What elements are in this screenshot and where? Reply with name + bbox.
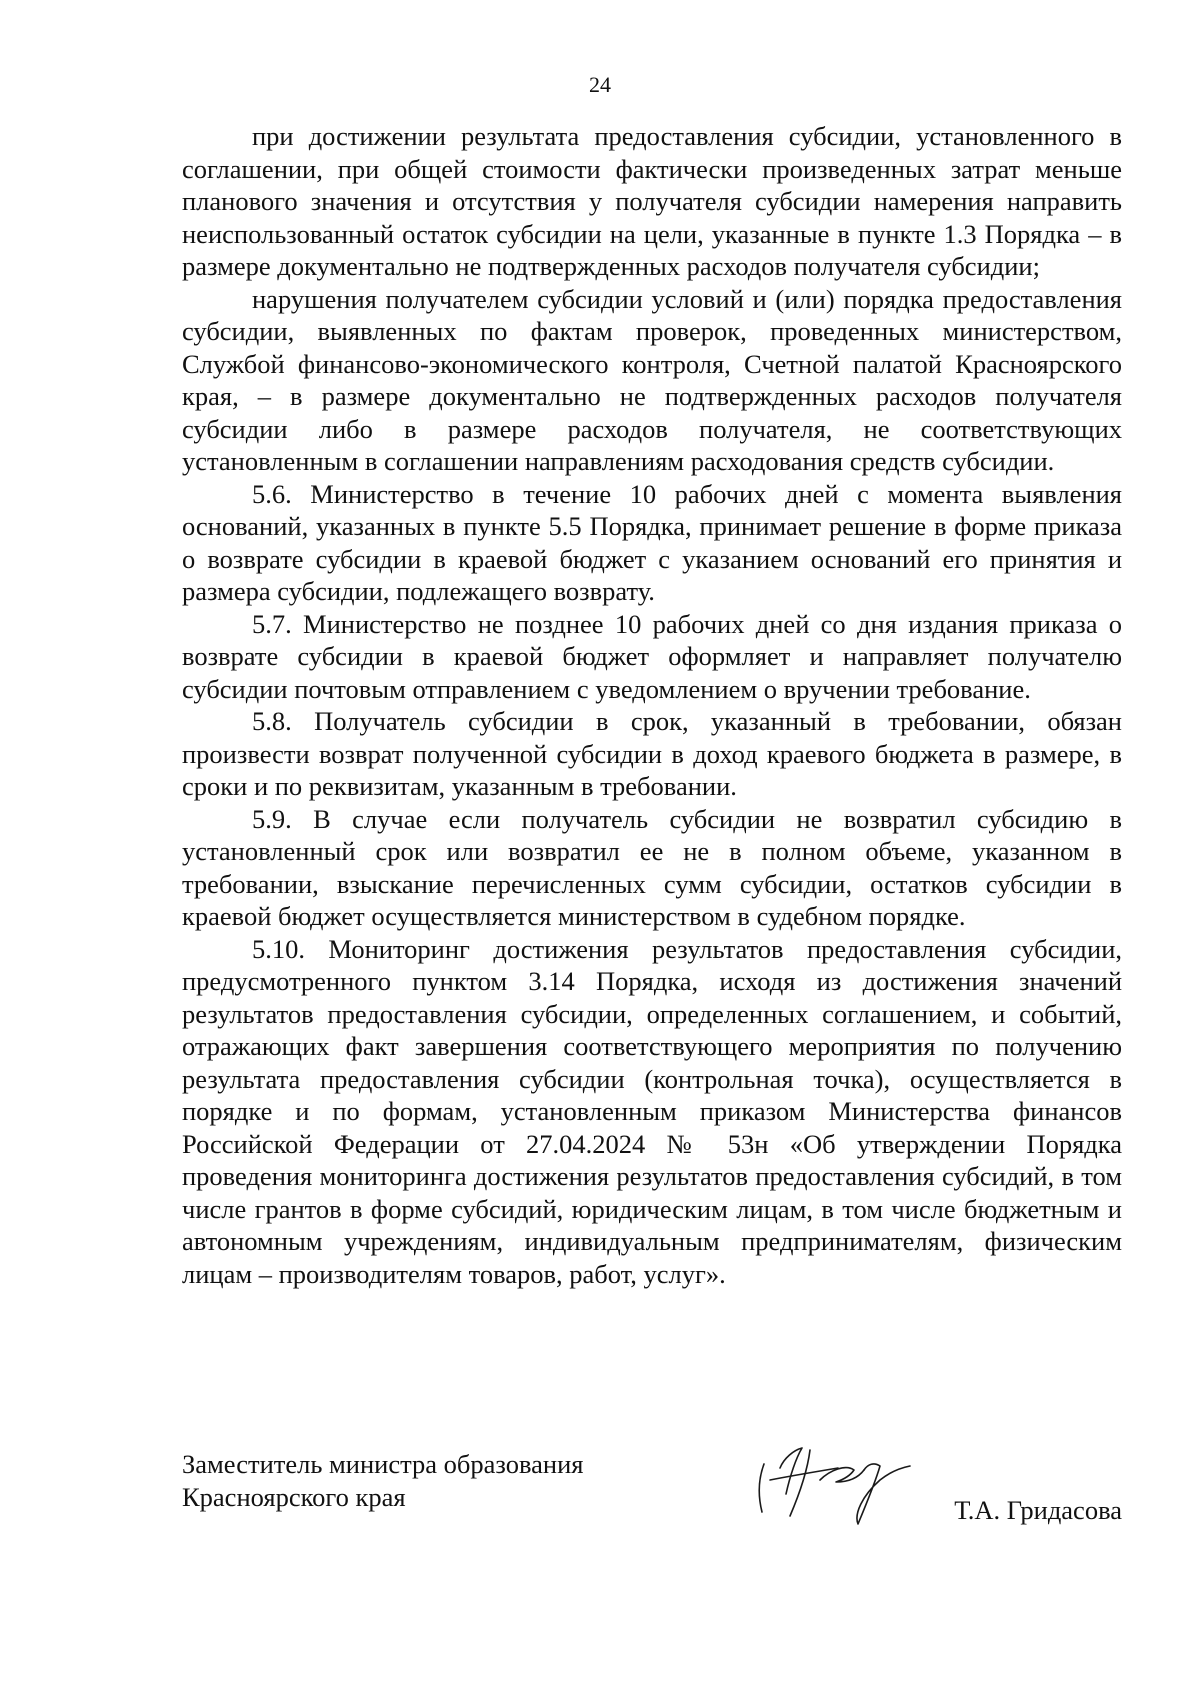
handwritten-signature-icon [750, 1436, 920, 1532]
document-body [182, 120, 1122, 1290]
paragraph-violation-conditions: нарушения получателем субсидии условий и (или) порядка предоставления субсидии, выявленных по фактам проверок, проведенных министерством, Службой финансово-экономического контроля, Счетной палатой Красноярского края, – в размере документально не подтвержденных расходов получателя субсидии либо в размере расходов получателя, не соответствующих установленным в соглашении направлениям расходования средств субсидии. [182, 283, 1122, 476]
signatory-position-line-1: Заместитель министра образования [182, 1449, 584, 1479]
signatory-position [182, 1448, 742, 1513]
paragraph-5-10: 5.10. Мониторинг достижения результатов предоставления субсидии, предусмотренного пунктом 3.14 Порядка, исходя из достижения значений результатов предоставления субсидии, определенных соглашением, и событий, отражающих факт завершения соответствующего мероприятия по получению результата предоставления субсидии (контрольная точка), осуществляется в порядке и по формам, установленным приказом Министерства финансов Российской Федерации от 27.04.2024 № 53н «Об утверждении Порядка проведения мониторинга достижения результатов предоставления субсидий, в том числе грантов в форме субсидий, юридическим лицам, в том числе бюджетным и автономным учреждениям, индивидуальным предпринимателям, физическим лицам – производителям товаров, работ, услуг». [182, 933, 1122, 1289]
page-number: 24 [589, 72, 611, 97]
signature-block [182, 1448, 1122, 1538]
paragraph-5-7: 5.7. Министерство не позднее 10 рабочих дней со дня издания приказа о возврате субсидии в краевой бюджет оформляет и направляет получателю субсидии почтовым отправлением с уведомлением о вручении требование. [182, 608, 1122, 704]
paragraph-5-6: 5.6. Министерство в течение 10 рабочих дней с момента выявления оснований, указанных в пункте 5.5 Порядка, принимает решение в форме приказа о возврате субсидии в краевой бюджет с указанием оснований его принятия и размера субсидии, подлежащего возврату. [182, 478, 1122, 606]
paragraph-5-8: 5.8. Получатель субсидии в срок, указанный в требовании, обязан произвести возврат полученной субсидии в доход краевого бюджета в размере, в сроки и по реквизитам, указанным в требовании. [182, 706, 1122, 801]
signatory-position-line-2: Красноярского края [182, 1481, 406, 1512]
signatory-name: Т.А. Гридасова [954, 1495, 1122, 1525]
paragraph-result-achievement: при достижении результата предоставления субсидии, установленного в соглашении, при общей стоимости фактически произведенных затрат меньше планового значения и отсутствия у получателя субсидии намерения направить неиспользованный остаток субсидии на цели, указанные в пункте 1.3 Порядка – в размере документально не подтвержденных расходов получателя субсидии; [182, 121, 1122, 281]
paragraph-5-9: 5.9. В случае если получатель субсидии не возвратил субсидию в установленный срок или возвратил ее не в полном объеме, указанном в требовании, взыскание перечисленных сумм субсидии, остатков субсидии в краевой бюджет осуществляется министерством в судебном порядке. [182, 803, 1122, 931]
